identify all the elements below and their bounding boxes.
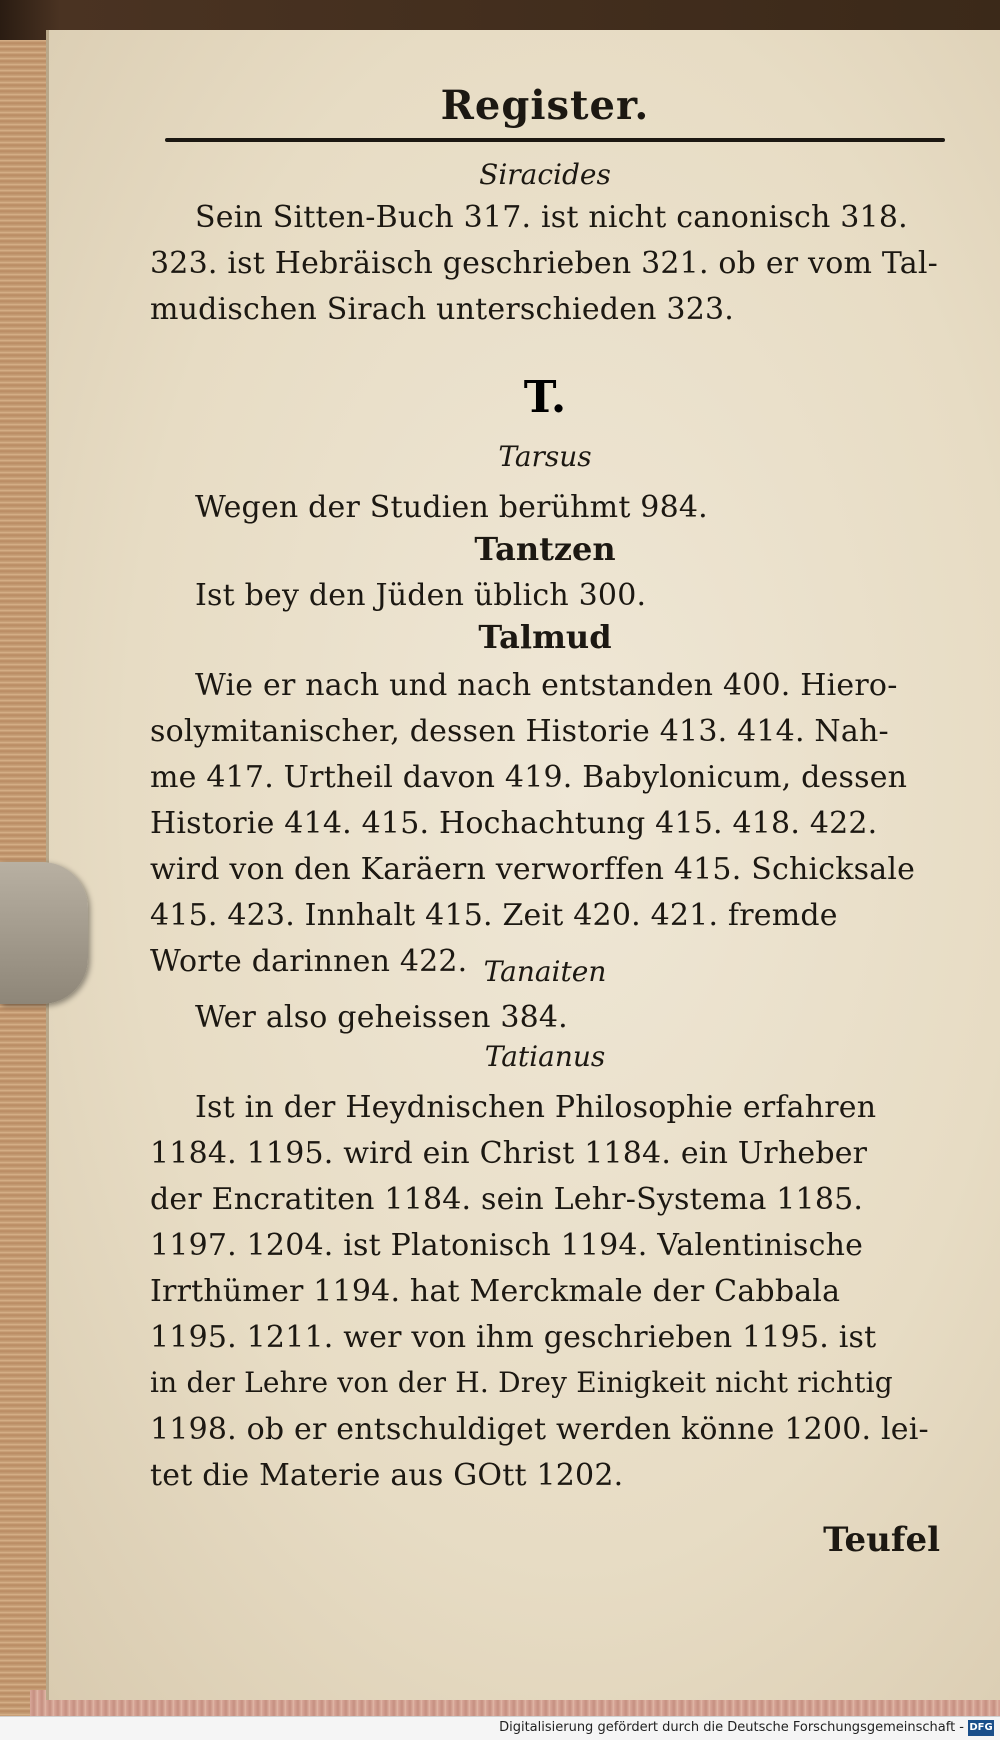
- entry-line: Sein Sitten-Buch 317. ist nicht canonisch 318.: [195, 200, 908, 235]
- entry-line: Wer also geheissen 384.: [195, 1000, 568, 1035]
- footer-credit: Digitalisierung gefördert durch die Deutsche Forschungsgemeinschaft -: [499, 1720, 964, 1735]
- section-letter: T.: [523, 372, 567, 423]
- entry-line: Ist bey den Jüden üblich 300.: [195, 578, 647, 613]
- entry-line: 1184. 1195. wird ein Christ 1184. ein Urheber: [150, 1136, 868, 1171]
- header-rule: [165, 138, 945, 142]
- headword-talmud: Talmud: [478, 618, 612, 656]
- catchword: Teufel: [823, 1520, 940, 1560]
- entry-line: Wegen der Studien berühmt 984.: [195, 490, 708, 525]
- entry-line: me 417. Urtheil davon 419. Babylonicum, dessen: [150, 760, 908, 795]
- headword-tatianus: Tatianus: [484, 1040, 606, 1073]
- entry-line: Wie er nach und nach entstanden 400. Hiero-: [195, 668, 898, 703]
- entry-line: Historie 414. 415. Hochachtung 415. 418. 422.: [150, 806, 878, 841]
- entry-line: Ist in der Heydnischen Philosophie erfahren: [195, 1090, 877, 1125]
- entry-line: mudischen Sirach unterschieden 323.: [150, 292, 735, 327]
- entry-line: 1198. ob er entschuldiget werden könne 1200. lei-: [150, 1412, 929, 1447]
- dfg-logo[interactable]: DFG: [968, 1720, 994, 1736]
- headword-tanaiten: Tanaiten: [483, 955, 607, 988]
- footer-bar: [0, 1716, 1000, 1740]
- entry-line: Worte darinnen 422.: [150, 944, 468, 979]
- entry-line: 1197. 1204. ist Platonisch 1194. Valentinische: [150, 1228, 864, 1263]
- running-head: Register.: [440, 82, 650, 129]
- entry-line: 1195. 1211. wer von ihm geschrieben 1195. ist: [150, 1320, 877, 1355]
- entry-line: wird von den Karäern verworffen 415. Schicksale: [150, 852, 916, 887]
- headword-tantzen: Tantzen: [474, 530, 616, 568]
- headword-siracides: Siracides: [479, 158, 611, 191]
- entry-line: der Encratiten 1184. sein Lehr-Systema 1185.: [150, 1182, 864, 1217]
- entry-line: Irrthümer 1194. hat Merckmale der Cabbala: [150, 1274, 841, 1309]
- entry-line: 323. ist Hebräisch geschrieben 321. ob er vom Tal-: [150, 246, 938, 281]
- entry-line: tet die Materie aus GOtt 1202.: [150, 1458, 624, 1493]
- entry-line: solymitanischer, dessen Historie 413. 414. Nah-: [150, 714, 889, 749]
- page-clip: [0, 862, 88, 1004]
- entry-line: 415. 423. Innhalt 415. Zeit 420. 421. fremde: [150, 898, 838, 933]
- headword-tarsus: Tarsus: [498, 440, 592, 473]
- entry-line: in der Lehre von der H. Drey Einigkeit nicht richtig: [150, 1366, 893, 1399]
